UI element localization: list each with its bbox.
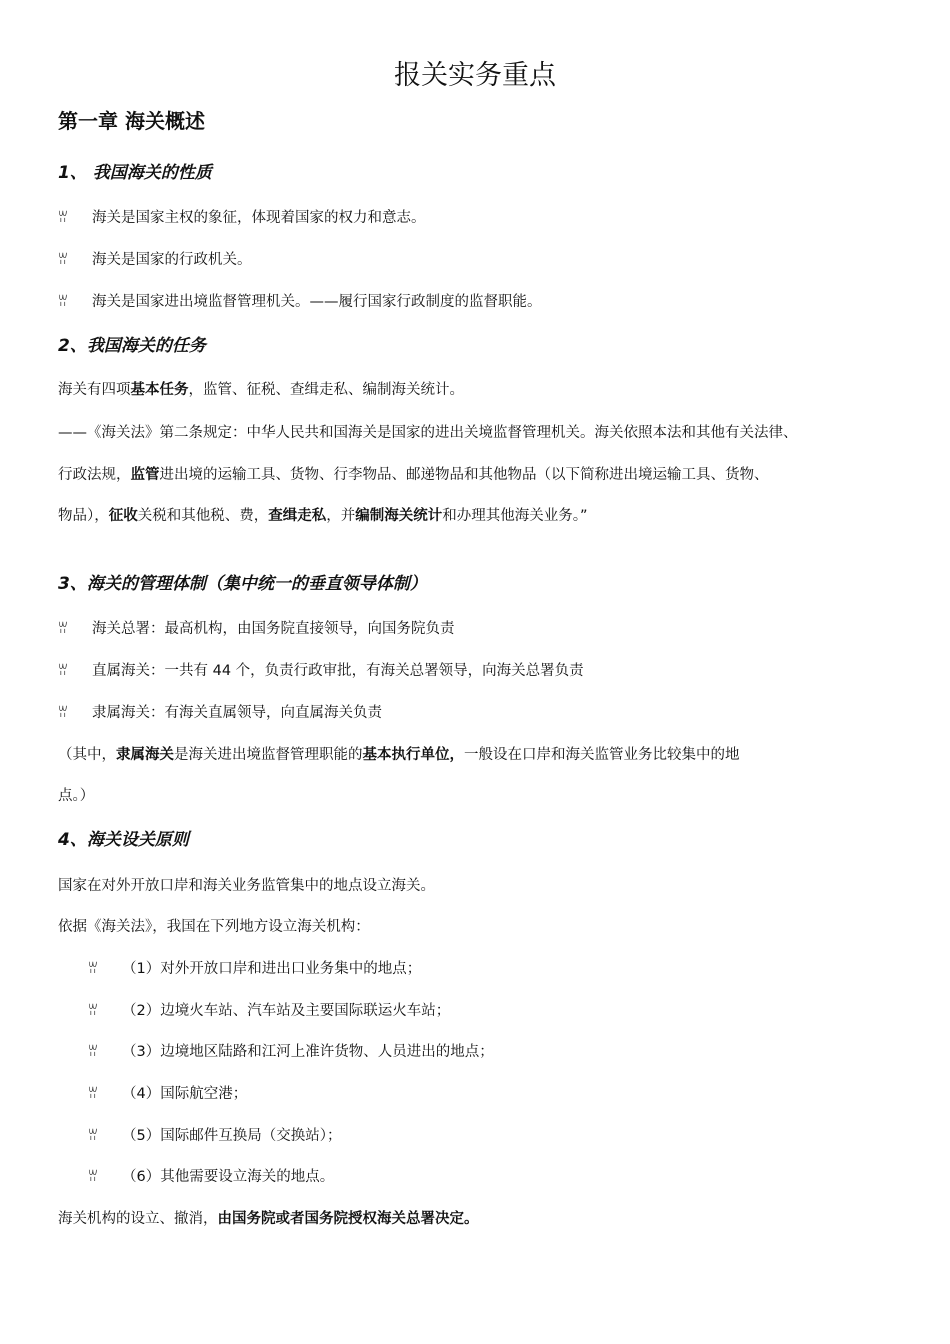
text-run: 关税和其他税、费， [137,508,269,524]
bullet-icon: ꀕ [88,1045,99,1060]
list-item [58,659,584,684]
bold-text: 基本任务 [130,382,189,398]
text-run: 海关有四项 [58,382,131,398]
list-item [88,957,421,982]
bullet-icon: ꀕ [58,706,69,721]
list-item-text: 海关是国家主权的象征，体现着国家的权力和意志。 [92,210,426,226]
text-run: 海关机构的设立、撤消， [58,1211,218,1227]
paragraph [58,1207,479,1231]
list-item [58,617,455,642]
bold-text: 基本执行单位， [362,747,464,763]
bold-text: 隶属海关 [116,747,174,763]
bullet-icon: ꀕ [58,253,69,268]
list-item [58,248,252,273]
list-item-text: （5）国际邮件互换局（交换站）； [122,1128,342,1144]
list-item-text: （4）国际航空港； [122,1086,248,1102]
list-item [58,290,542,315]
section-3-heading: 3、海关的管理体制（集中统一的垂直领导体制） [58,574,427,594]
text-run: 行政法规， [58,467,131,483]
list-item-text: （3）边境地区陆路和江河上准许货物、人员进出的地点； [122,1044,494,1060]
document-title: 报关实务重点 [394,60,556,91]
list-item [58,701,382,726]
paragraph [58,378,464,402]
bold-text: 监管 [130,467,160,483]
bullet-icon: ꀕ [58,295,69,310]
list-item-text: （2）边境火车站、汽车站及主要国际联运火车站； [122,1003,451,1019]
bold-text: 编制海关统计 [355,508,443,524]
list-item [88,1124,341,1149]
list-item [88,1082,247,1107]
list-item-text: 海关是国家进出境监督管理机关。——履行国家行政制度的监督职能。 [92,294,542,310]
paragraph [58,504,588,528]
text-run: 是海关进出境监督管理职能的 [174,747,363,763]
text-run: ——《海关法》第二条规定：中华人民共和国海关是国家的进出关境监督管理机关。海关依照本法和其他有关法律、 [58,425,798,441]
list-item-text: （6）其他需要设立海关的地点。 [122,1169,335,1185]
text-run: 物品）， [58,508,109,524]
bullet-icon: ꀕ [88,1087,99,1102]
chapter-heading: 第一章 海关概述 [58,109,205,133]
list-item-text: 海关总署：最高机构，由国务院直接领导，向国务院负责 [92,621,455,637]
bullet-icon: ꀕ [88,1129,99,1144]
bullet-icon: ꀕ [58,622,69,637]
list-item-text: （1）对外开放口岸和进出口业务集中的地点； [122,961,422,977]
list-item [88,1040,494,1065]
section-1-heading: 1、 我国海关的性质 [58,163,212,183]
bullet-icon: ꀕ [88,1004,99,1019]
bullet-icon: ꀕ [88,962,99,977]
text-run: ，并 [326,508,356,524]
section-2-heading: 2、我国海关的任务 [58,336,206,356]
text-run: 国家在对外开放口岸和海关业务监管集中的地点设立海关。 [58,878,435,894]
paragraph [58,784,94,808]
text-run: 进出境的运输工具、货物、行李物品、邮递物品和其他物品（以下简称进出境运输工具、货物、 [159,467,769,483]
text-run: （其中， [58,747,116,763]
paragraph [58,463,769,487]
list-item-text: 直属海关：一共有 44 个，负责行政审批，有海关总署领导，向海关总署负责 [92,663,584,679]
text-run: 依据《海关法》，我国在下列地方设立海关机构： [58,919,370,935]
list-item [58,206,426,231]
text-run: 和办理其他海关业务。” [442,508,588,524]
bullet-icon: ꀕ [88,1170,99,1185]
bold-text: 由国务院或者国务院授权海关总署决定。 [217,1211,479,1227]
bullet-icon: ꀕ [58,211,69,226]
bullet-icon: ꀕ [58,664,69,679]
section-4-heading: 4、海关设关原则 [58,830,189,850]
paragraph [58,743,740,767]
paragraph [58,874,435,898]
list-item-text: 海关是国家的行政机关。 [92,252,252,268]
text-run: ，监管、征税、查缉走私、编制海关统计。 [188,382,464,398]
list-item [88,999,450,1024]
paragraph [58,915,370,939]
list-item [88,1165,334,1190]
text-run: 一般设在口岸和海关监管业务比较集中的地 [464,747,740,763]
bold-text: 征收 [108,508,138,524]
text-run: 点。） [58,788,95,804]
list-item-text: 隶属海关：有海关直属领导，向直属海关负责 [92,705,382,721]
paragraph [58,421,798,445]
bold-text: 查缉走私 [268,508,327,524]
